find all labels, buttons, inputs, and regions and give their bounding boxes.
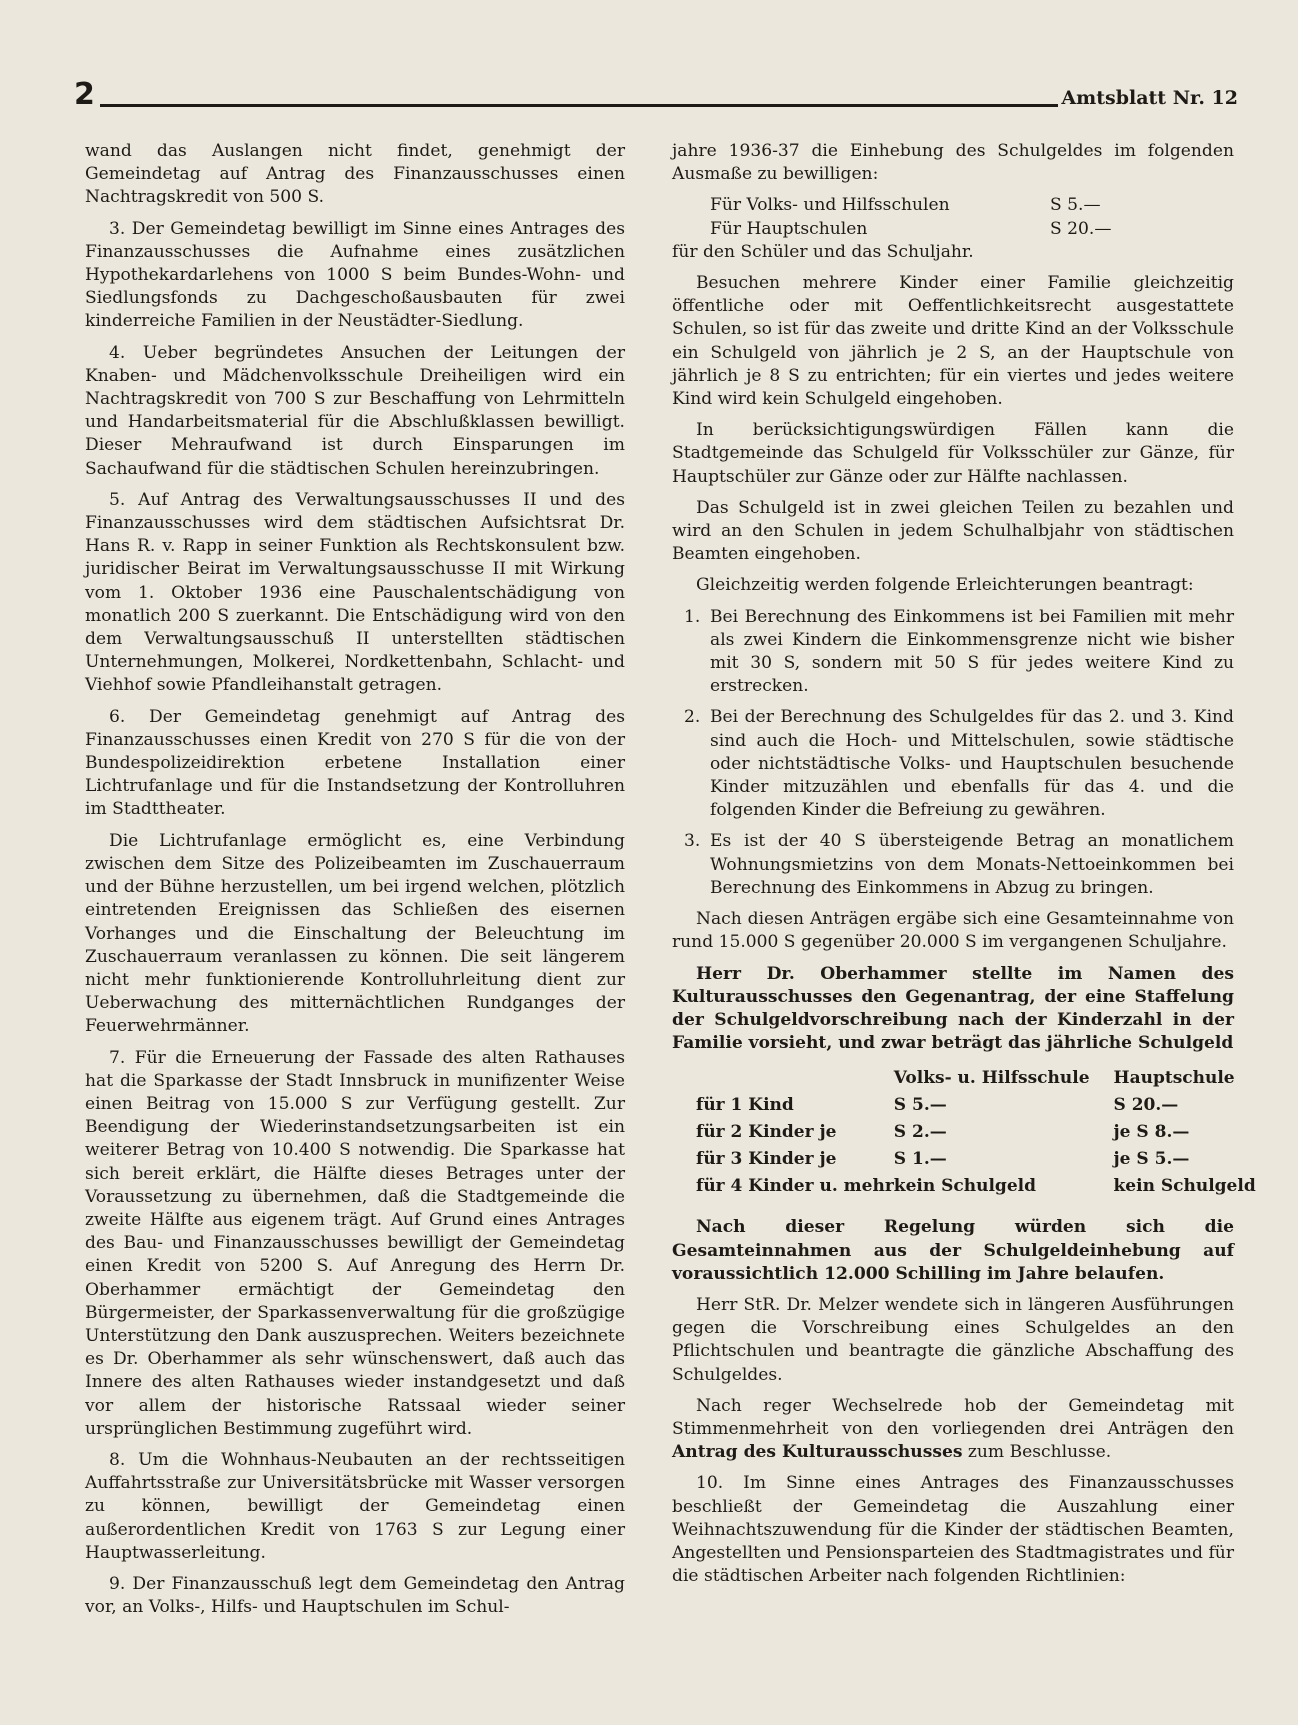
- paragraph-text: zum Beschlusse.: [967, 1442, 1112, 1463]
- paragraph: 9. Der Finanzausschuß legt dem Gemeindetag den Antrag vor, an Volks-, Hilfs- und Hauptschulen im Schul-: [85, 1573, 625, 1618]
- table-cell: für 2 Kinder je: [696, 1122, 837, 1143]
- paragraph: 6. Der Gemeindetag genehmigt auf Antrag des Finanzausschusses einen Kredit von 270 S für die von der Bundespolizeidirektion erbetene Installation einer Lichtrufanlage und für die Instandsetzung der Kontrolluhren im Stadttheater.: [85, 706, 625, 820]
- paragraph: 7. Für die Erneuerung der Fassade des alten Rathauses hat die Sparkasse der Stadt Innsbruck in munifizenter Weise einen Beitrag von 15.000 S zur Verfügung gestellt. Zur Beendigung der Wiederinstandsetzungsarbeiten ist ein weiterer Betrag von 10.400 S notwendig. Die Sparkasse hat sich bereit erklärt, die Hälfte dieses Betrages unter der Voraussetzung zu übernehmen, daß die Stadtgemeinde die zweite Hälfte aus eigenem trägt. Auf Grund eines Antrages des Bau- und Finanzausschusses bewilligt der Gemeindetag einen Kredit von 5200 S. Auf Anregung des Herrn Dr. Oberhammer ermächtigt der Gemeindetag den Bürgermeister, der Sparkassenverwaltung für die großzügige Unterstützung den Dank auszusprechen. Weiters bezeichnete es Dr. Oberhammer als sehr wünschenswert, daß auch das Innere des alten Rathauses wieder instandgesetzt und daß vor allem der historische Ratssaal wieder seiner ursprünglichen Bestimmung zugeführt wird.: [85, 1047, 625, 1439]
- paragraph: Gleichzeitig werden folgende Erleichterungen beantragt:: [696, 575, 1194, 596]
- table-cell: S 5.—: [893, 1095, 947, 1116]
- paragraph: 4. Ueber begründetes Ansuchen der Leitungen der Knaben- und Mädchenvolksschule Dreiheiligen wird ein Nachtragskredit von 700 S zur Beschaffung von Lehrmitteln und Handarbeitsmaterial für die Abschlußklassen bewilligt. Dieser Mehraufwand ist durch Einsparungen im Sachaufwand für die städtischen Schulen hereinzubringen.: [85, 342, 625, 479]
- paragraph: Das Schulgeld ist in zwei gleichen Teilen zu bezahlen und wird an den Schulen in jedem Schulhalbjahr von städtischen Beamten eingehoben.: [672, 497, 1234, 565]
- table-row: [672, 1121, 1256, 1148]
- paragraph: Die Lichtrufanlage ermöglicht es, eine Verbindung zwischen dem Sitze des Polizeibeamten im Zuschauerraum und der Bühne herzustellen, um bei irgend welchen, plötzlich eintretenden Ereignissen das Schließen des eisernen Vorhanges und die Einschaltung der Beleuchtung im Zuschauerraum veranlassen zu können. Die seit längerem nicht mehr funktionierende Kontrolluhrleitung dient zur Ueberwachung des mitternächtlichen Rundganges der Feuerwehrmänner.: [85, 830, 625, 1037]
- bold-phrase: Antrag des Kulturausschusses: [672, 1442, 963, 1463]
- left-column: [85, 140, 625, 1627]
- bold-paragraph: Herr Dr. Oberhammer stellte im Namen des Kulturausschusses den Gegenantrag, der eine Staffelung der Schulgeldvorschreibung nach der Kinderzahl in der Familie vorsieht, und zwar beträgt das jährliche Schulgeld: [672, 963, 1234, 1054]
- school-fee-table: [672, 1067, 1256, 1202]
- table-cell: für 3 Kinder je: [696, 1149, 837, 1170]
- paragraph: Nach diesen Anträgen ergäbe sich eine Gesamteinnahme von rund 15.000 S gegenüber 20.000 S im vergangenen Schuljahre.: [672, 909, 1234, 953]
- table-cell: für 1 Kind: [696, 1095, 794, 1116]
- paragraph: für den Schüler und das Schuljahr.: [672, 241, 974, 262]
- table-header: Hauptschule: [1113, 1068, 1235, 1089]
- paragraph: 10. Im Sinne eines Antrages des Finanzausschusses beschließt der Gemeindetag die Auszahlung einer Weihnachtszuwendung für die Kinder der städtischen Beamten, Angestellten und Pensionsparteien des Stadtmagistrates und für die städtischen Arbeiter nach folgenden Richtlinien:: [672, 1473, 1234, 1587]
- list-number: 2.: [684, 707, 701, 728]
- table-cell: S 2.—: [893, 1122, 947, 1143]
- paragraph-text: Nach reger Wechselrede hob der Gemeindetag mit Stimmenmehrheit von den vorliegenden drei Anträgen den: [672, 1395, 1234, 1439]
- list-number: 1.: [684, 606, 701, 627]
- paragraph: jahre 1936-37 die Einhebung des Schulgeldes im folgenden Ausmaße zu bewilligen:: [672, 141, 1234, 185]
- fee-row: [710, 218, 1234, 241]
- table-row: [672, 1148, 1256, 1175]
- paragraph: [672, 1395, 1234, 1465]
- fee-label: Für Volks- und Hilfsschulen: [710, 195, 950, 216]
- table-cell: je S 8.—: [1113, 1122, 1190, 1143]
- table-cell: kein Schulgeld: [1113, 1176, 1256, 1197]
- table-cell: für 4 Kinder u. mehr: [696, 1176, 894, 1197]
- table-row: [672, 1094, 1256, 1121]
- paragraph: Besuchen mehrere Kinder einer Familie gleichzeitig öffentliche oder mit Oeffentlichkeitsrecht ausgestattete Schulen, so ist für das zweite und dritte Kind an der Volksschule ein Schulgeld von jährlich je 2 S, an der Hauptschule von jährlich je 8 S zu entrichten; für ein viertes und jedes weitere Kind wird kein Schulgeld eingehoben.: [672, 273, 1234, 410]
- fee-list: [710, 194, 1234, 240]
- fee-amount: S 5.—: [1050, 195, 1101, 216]
- list-number: 3.: [684, 831, 701, 852]
- table-cell: S 20.—: [1113, 1095, 1179, 1116]
- numbered-list: [672, 606, 1234, 900]
- list-text: Bei Berechnung des Einkommens ist bei Familien mit mehr als zwei Kindern die Einkommensgrenze nicht wie bisher mit 30 S, sondern mit 50 S für jedes weitere Kind zu erstrecken.: [710, 606, 1234, 697]
- list-item: [672, 706, 1234, 822]
- table-cell: je S 5.—: [1113, 1149, 1190, 1170]
- paragraph: 8. Um die Wohnhaus-Neubauten an der rechtsseitigen Auffahrtsstraße zur Universitätsbrücke mit Wasser versorgen zu können, bewilligt der Gemeindetag einen außerordentlichen Kredit von 1763 S zur Legung einer Hauptwasserleitung.: [85, 1449, 625, 1563]
- paragraph: 3. Der Gemeindetag bewilligt im Sinne eines Antrages des Finanzausschusses die Aufnahme eines zusätzlichen Hypothekardarlehens von 1000 S beim Bundes-Wohn- und Siedlungsfonds zu Dachgeschoßausbauten für zwei kinderreiche Familien in der Neustädter-Siedlung.: [85, 218, 625, 332]
- list-text: Es ist der 40 S übersteigende Betrag an monatlichem Wohnungsmietzins von dem Monats-Nettoeinkommen bei Berechnung des Einkommens in Abzug zu bringen.: [710, 831, 1234, 898]
- table-row: [672, 1175, 1256, 1202]
- table-cell: kein Schulgeld: [893, 1176, 1036, 1197]
- table-header: [672, 1067, 894, 1094]
- paragraph: Herr StR. Dr. Melzer wendete sich in längeren Ausführungen gegen die Vorschreibung eines Schulgeldes an den Pflichtschulen und beantragte die gänzliche Abschaffung des Schulgeldes.: [672, 1294, 1234, 1385]
- table-header: Volks- u. Hilfsschule: [893, 1068, 1090, 1089]
- fee-amount: S 20.—: [1050, 218, 1112, 239]
- paragraph: 5. Auf Antrag des Verwaltungsausschusses II und des Finanzausschusses wird dem städtischen Aufsichtsrat Dr. Hans R. v. Rapp in seiner Funktion als Rechtskonsulent bzw. juridischer Beirat im Verwaltungsausschusse II mit Wirkung vom 1. Oktober 1936 eine Pauschalentschädigung von monatlich 200 S zuerkannt. Die Entschädigung wird von den dem Verwaltungsausschuß II unterstellten städtischen Unternehmungen, Molkerei, Nordkettenbahn, Schlacht- und Viehhof sowie Pfandleihanstalt getragen.: [85, 489, 625, 696]
- list-item: [672, 606, 1234, 699]
- fee-row: [710, 194, 1234, 217]
- paragraph: wand das Auslangen nicht findet, genehmigt der Gemeindetag auf Antrag des Finanzausschusses einen Nachtragskredit von 500 S.: [85, 141, 625, 208]
- bold-paragraph: Nach dieser Regelung würden sich die Gesamteinnahmen aus der Schulgeldeinhebung auf voraussichtlich 12.000 Schilling im Jahre belaufen.: [672, 1217, 1234, 1284]
- fee-label: Für Hauptschulen: [710, 218, 868, 239]
- list-item: [672, 830, 1234, 900]
- table-cell: S 1.—: [893, 1149, 947, 1170]
- right-column: [672, 140, 1256, 1596]
- publication-title: Amtsblatt Nr. 12: [1061, 87, 1238, 109]
- paragraph: In berücksichtigungswürdigen Fällen kann die Stadtgemeinde das Schulgeld für Volksschüler zur Gänze, für Hauptschüler zur Gänze oder zur Hälfte nachlassen.: [672, 420, 1234, 487]
- header-rule: [100, 104, 1058, 107]
- list-text: Bei der Berechnung des Schulgeldes für das 2. und 3. Kind sind auch die Hoch- und Mittelschulen, sowie städtische oder nichtstädtische Volks- und Hauptschulen besuchende Kinder mitzuzählen und ebenfalls für das 4. und die folgenden Kinder die Befreiung zu gewähren.: [710, 707, 1234, 821]
- page-number: 2: [74, 77, 95, 112]
- table-header-row: [672, 1067, 1256, 1094]
